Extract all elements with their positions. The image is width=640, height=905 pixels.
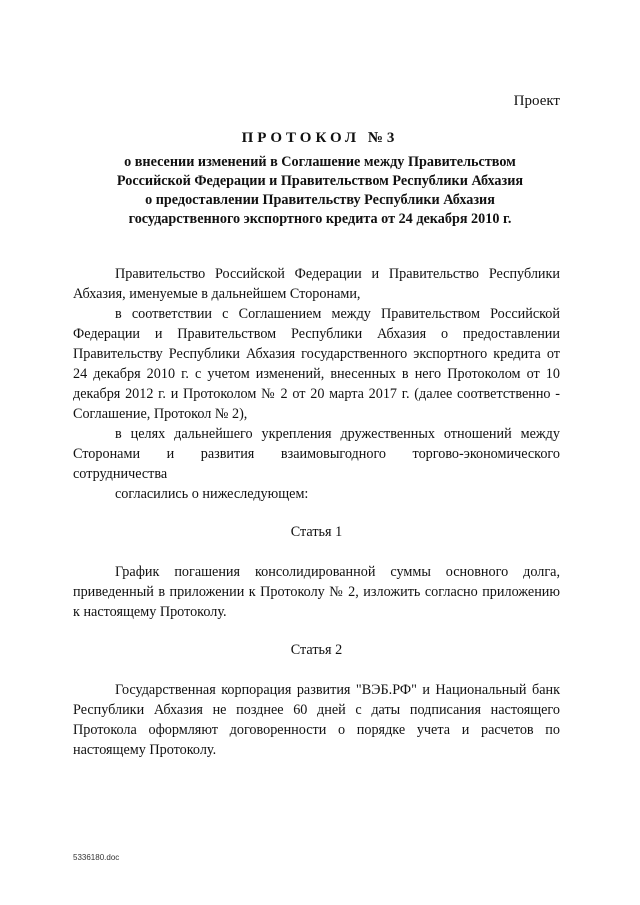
- subtitle-line: Российской Федерации и Правительством Республики Абхазия: [116, 173, 524, 189]
- article-heading: Статья 2: [290, 642, 343, 658]
- article-heading: Статья 1: [290, 524, 343, 540]
- document-body: [73, 264, 560, 760]
- preamble-paragraph: Правительство Российской Федерации и Правительство Республики Абхазия, именуемые в дальнейшем Сторонами,: [73, 266, 560, 302]
- preamble-paragraph: в соответствии с Соглашением между Правительством Российской Федерации и Правительством Республики Абхазия о предоставлении Правительству Республики Абхазия государственного экспортного кредита от 24 декабря 2010 г. с учетом изменений, внесенных в него Протоколом от 10 декабря 2012 г. и Протоколом № 2 от 20 марта 2017 г. (далее соответственно - Соглашение, Протокол № 2),: [73, 306, 560, 422]
- preamble-paragraph: в целях дальнейшего укрепления дружественных отношений между Сторонами и развития взаимовыгодного торгово-экономического сотрудничества: [73, 426, 560, 482]
- subtitle-line: государственного экспортного кредита от 24 декабря 2010 г.: [128, 211, 512, 227]
- document-subtitle: [60, 153, 580, 229]
- footer-filename: 5336180.doc: [73, 853, 120, 862]
- preamble-paragraph: согласились о нижеследующем:: [115, 486, 309, 502]
- subtitle-line: о предоставлении Правительству Республики Абхазия: [145, 192, 495, 208]
- document-title: ПРОТОКОЛ №3: [241, 130, 399, 146]
- article-text: Государственная корпорация развития "ВЭБ.РФ" и Национальный банк Республики Абхазия не позднее 60 дней с даты подписания настоящего Протокола оформляют договоренности о порядке учета и расчетов по настоящему Протоколу.: [73, 682, 560, 758]
- article-text: График погашения консолидированной суммы основного долга, приведенный в приложении к Протоколу № 2, изложить согласно приложению к настоящему Протоколу.: [73, 564, 560, 620]
- draft-label: Проект: [513, 93, 560, 109]
- subtitle-line: о внесении изменений в Соглашение между Правительством: [124, 154, 516, 170]
